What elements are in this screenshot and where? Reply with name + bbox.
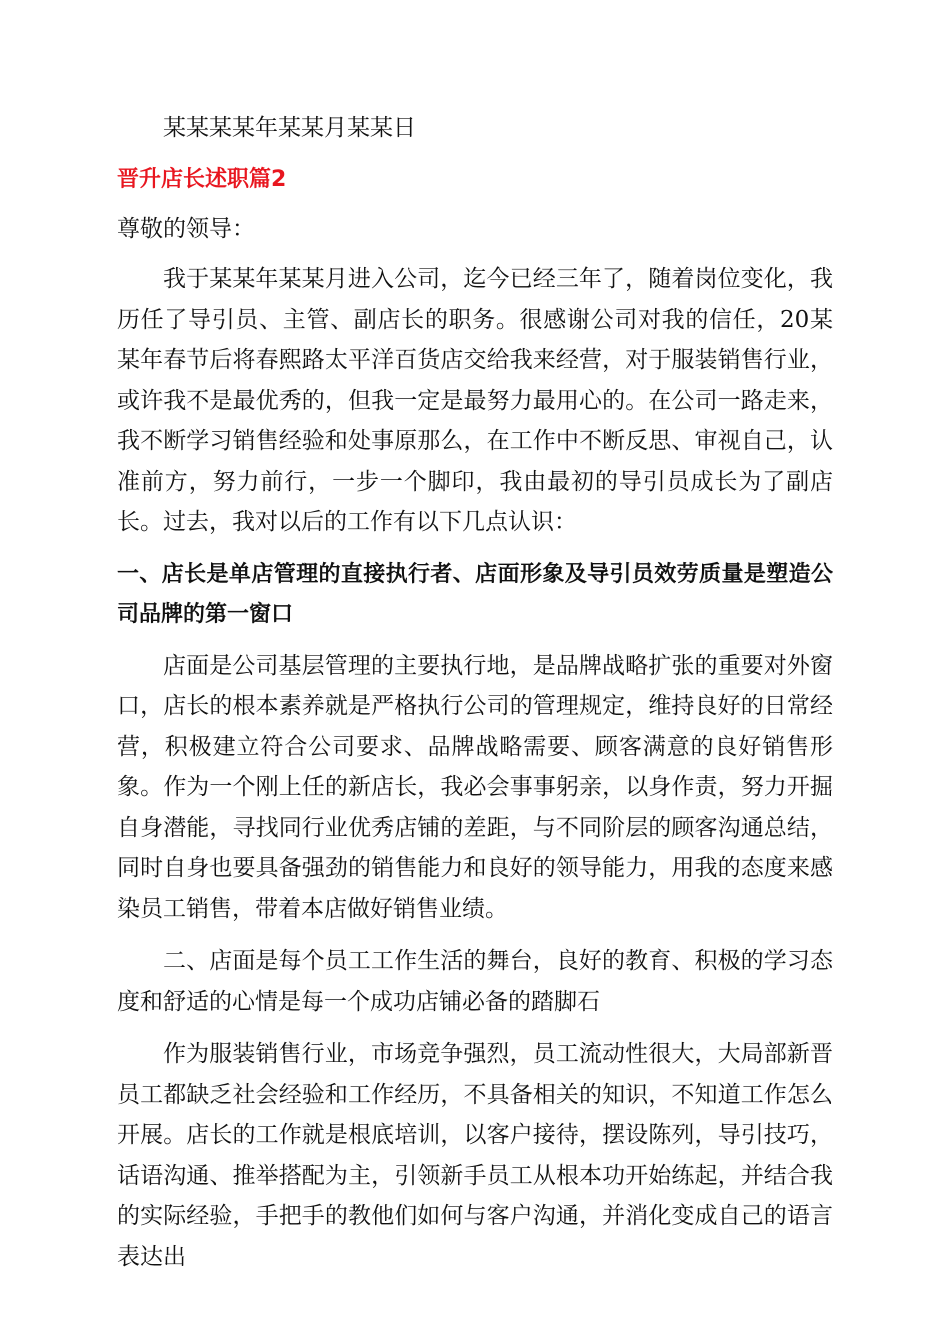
paragraph-training: 作为服装销售行业，市场竞争强烈，员工流动性很大，大局部新晋员工都缺乏社会经验和工作经历，不具备相关的知识，不知道工作怎么开展。店长的工作就是根底培训，以客户接待，摆设陈列，导引技巧，话语沟通、推举搭配为主，引领新手员工从根本功开始练起，并结合我的实际经验，手把手的教他们如何与客户沟通，并消化变成自己的语言表达出: [117, 1041, 833, 1270]
document-body: [117, 108, 833, 1277]
heading-two: 二、店面是每个员工工作生活的舞台，良好的教育、积极的学习态度和舒适的心情是每一个成功店铺必备的踏脚石: [117, 948, 833, 1015]
paragraph-intro: 我于某某年某某月进入公司，迄今已经三年了，随着岗位变化，我历任了导引员、主管、副店长的职务。很感谢公司对我的信任，20某某年春节后将春熙路太平洋百货店交给我来经营，对于服装销售行业，或许我不是最优秀的，但我一定是最努力最用心的。在公司一路走来，我不断学习销售经验和处事原那么，在工作中不断反思、审视自己，认准前方，努力前行，一步一个脚印，我由最初的导引员成长为了副店长。过去，我对以后的工作有以下几点认识：: [117, 266, 833, 535]
paragraph-store-manager: 店面是公司基层管理的主要执行地，是品牌战略扩张的重要对外窗口，店长的根本素养就是严格执行公司的管理规定，维持良好的日常经营，积极建立符合公司要求、品牌战略需要、顾客满意的良好销售形象。作为一个刚上任的新店长，我必会事事躬亲，以身作责，努力开掘自身潜能，寻找同行业优秀店铺的差距，与不同阶层的顾客沟通总结，同时自身也要具备强劲的销售能力和良好的领导能力，用我的态度来感染员工销售，带着本店做好销售业绩。: [117, 652, 833, 922]
section-title: 晋升店长述职篇2: [117, 166, 287, 192]
heading-one: 一、店长是单店管理的直接执行者、店面形象及导引员效劳质量是塑造公司品牌的第一窗口: [117, 561, 833, 627]
date-line: 某某某某年某某月某某日: [163, 115, 416, 141]
greeting: 尊敬的领导：: [117, 215, 255, 242]
